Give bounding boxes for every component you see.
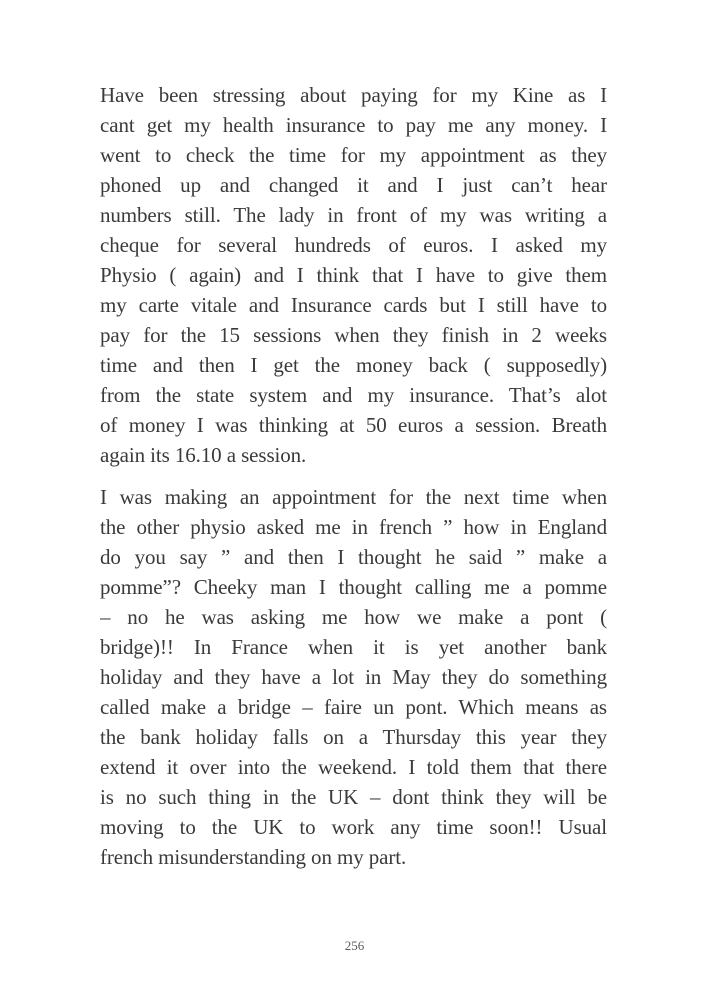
paragraph — [100, 80, 607, 470]
text-line: I was making an appointment for the next time when — [100, 485, 607, 509]
text-line: do you say ” and then I thought he said ” make a — [100, 545, 607, 569]
text-line: holiday and they have a lot in May they do something — [100, 665, 607, 689]
text-line: time and then I get the money back ( supposedly) — [100, 353, 607, 377]
text-line: from the state system and my insurance. That’s alot — [100, 383, 607, 407]
text-line: french misunderstanding on my part. — [100, 845, 407, 869]
paragraph — [100, 482, 607, 872]
text-line: pomme”? Cheeky man I thought calling me a pomme — [100, 575, 607, 599]
text-line: pay for the 15 sessions when they finish in 2 weeks — [100, 323, 607, 347]
text-line: went to check the time for my appointment as they — [100, 143, 607, 167]
text-line: of money I was thinking at 50 euros a session. Breath — [100, 413, 607, 437]
text-line: called make a bridge – faire un pont. Which means as — [100, 695, 607, 719]
text-line: Physio ( again) and I think that I have to give them — [100, 263, 607, 287]
page-number: 256 — [344, 938, 365, 953]
page-text — [100, 80, 607, 872]
text-line: cant get my health insurance to pay me any money. I — [100, 113, 607, 137]
text-line: numbers still. The lady in front of my was writing a — [100, 203, 607, 227]
text-line: extend it over into the weekend. I told them that there — [100, 755, 607, 779]
text-line: is no such thing in the UK – dont think they will be — [100, 785, 607, 809]
text-line: the bank holiday falls on a Thursday this year they — [100, 725, 607, 749]
text-line: Have been stressing about paying for my Kine as I — [100, 83, 607, 107]
text-line: cheque for several hundreds of euros. I asked my — [100, 233, 607, 257]
text-line: again its 16.10 a session. — [100, 443, 307, 467]
text-line: – no he was asking me how we make a pont ( — [100, 605, 607, 629]
text-line: bridge)!! In France when it is yet another bank — [100, 635, 607, 659]
text-line: phoned up and changed it and I just can’t hear — [100, 173, 607, 197]
text-line: my carte vitale and Insurance cards but I still have to — [100, 293, 607, 317]
text-line: the other physio asked me in french ” how in England — [100, 515, 607, 539]
text-line: moving to the UK to work any time soon!! Usual — [100, 815, 607, 839]
